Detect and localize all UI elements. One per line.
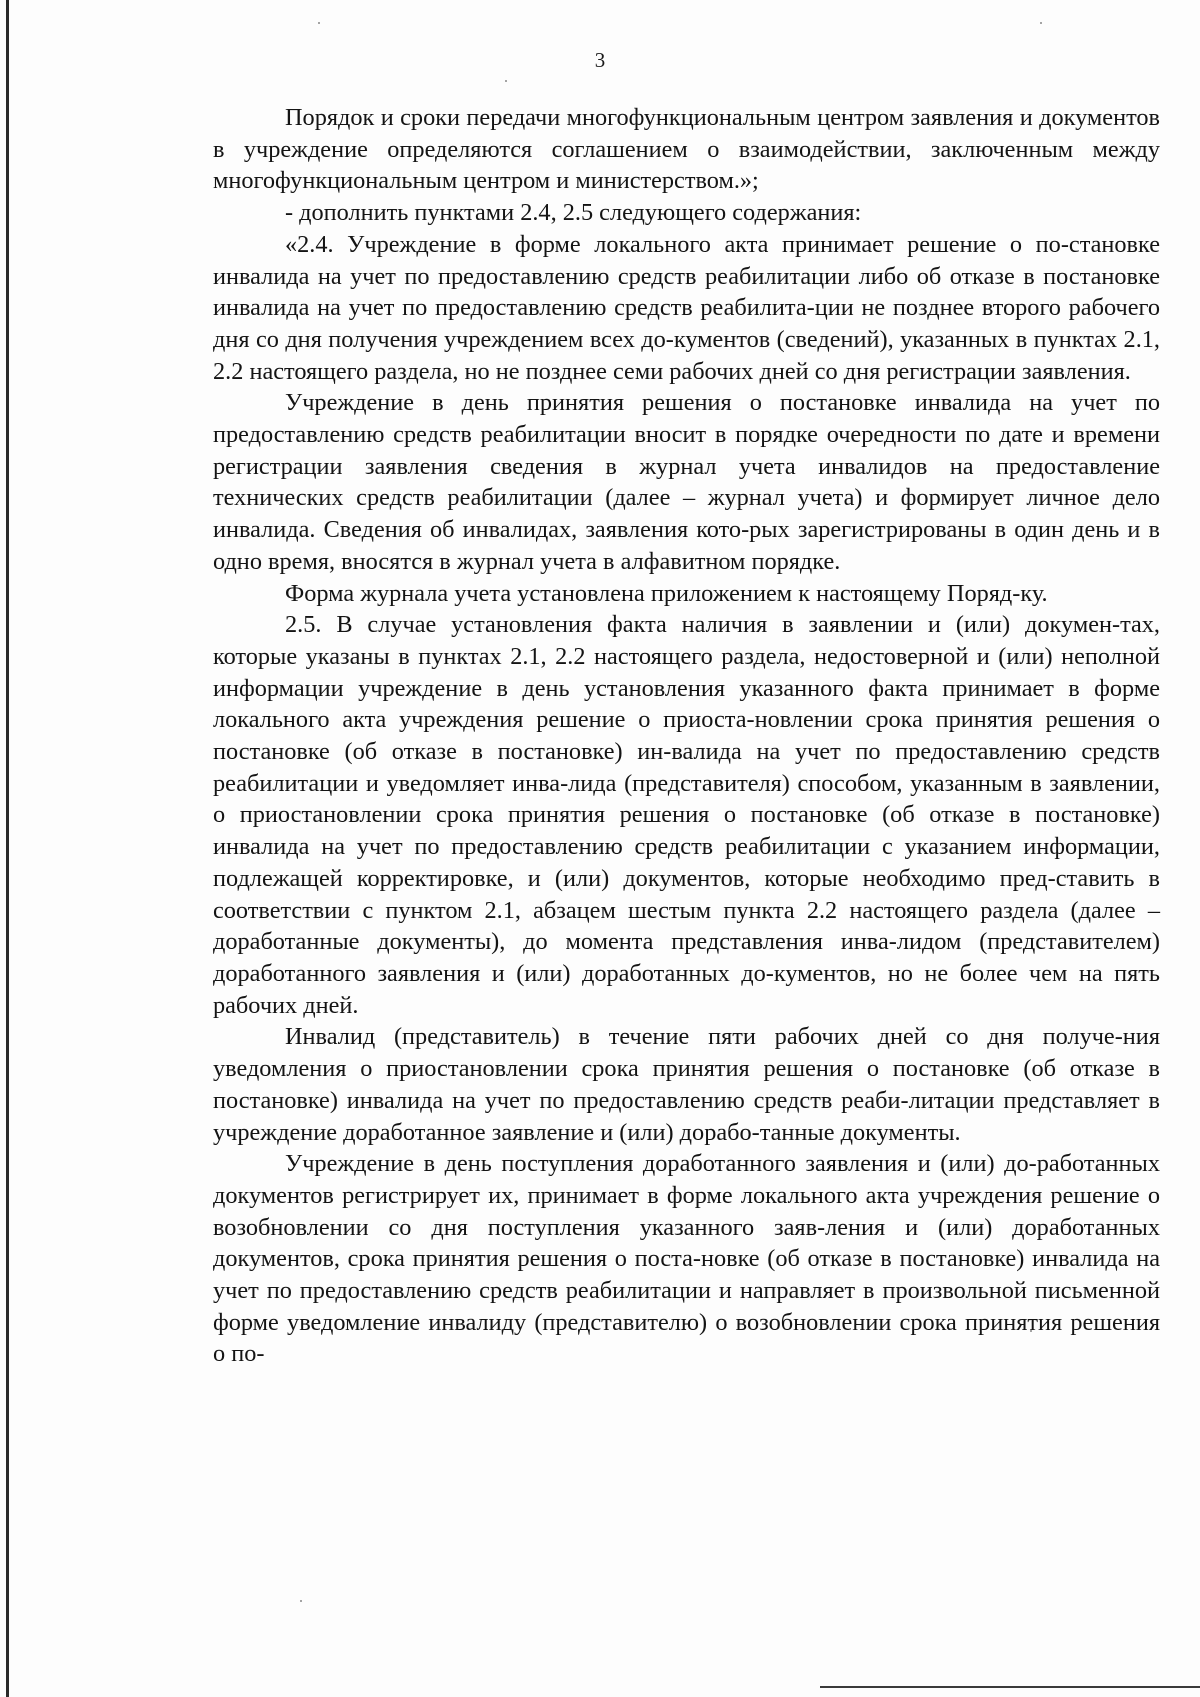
scan-speck	[300, 1600, 302, 1602]
scan-speck	[1040, 22, 1042, 24]
paragraph-add-points: - дополнить пунктами 2.4, 2.5 следующего содержания:	[285, 199, 862, 227]
scan-left-edge	[6, 0, 9, 1697]
paragraph-mfc-transfer: Порядок и сроки передачи многофункциональным центром заявления и документов в учреждение определяются соглашением о взаимодействии, заключенным между многофункциональным центром и министерством.»;	[213, 104, 1160, 195]
scan-bottom-edge	[820, 1686, 1200, 1688]
paragraph-journal-form: Форма журнала учета установлена приложением к настоящему Поряд-ку.	[285, 579, 1048, 607]
paragraph-registration: Учреждение в день принятия решения о постановке инвалида на учет по предоставлению средств реабилитации вносит в порядке очередности по дате и времени регистрации заявления сведения в журнал учета инвалидов на предоставление технических средств реабилитации (далее – журнал учета) и формирует личное дело инвалида. Сведения об инвалидах, заявления кото-рых зарегистрированы в один день и в одно время, вносятся в журнал учета в алфавитном порядке.	[213, 389, 1160, 575]
paragraph-2-4: «2.4. Учреждение в форме локального акта принимает решение о по-становке инвалида на учет по предоставлению средств реабилитации либо об отказе в постановке инвалида на учет по предоставлению средств реабилита-ции не позднее второго рабочего дня со дня получения учреждением всех до-кументов (сведений), указанных в пунктах 2.1, 2.2 настоящего раздела, но не позднее семи рабочих дней со дня регистрации заявления.	[213, 230, 1160, 385]
scan-speck	[505, 80, 507, 82]
paragraph-resumption: Учреждение в день поступления доработанного заявления и (или) до-работанных документов регистрирует их, принимает в форме локального акта учреждения решение о возобновлении со дня поступления указанного заяв-ления и (или) доработанных документов, срока принятия решения о поста-новке (об отказе в постановке) инвалида на учет по предоставлению средств реабилитации и направляет в произвольной письменной форме уведомление инвалиду (представителю) о возобновлении срока принятия решения о по-	[213, 1150, 1160, 1368]
scan-speck	[318, 22, 320, 24]
paragraph-2-5: 2.5. В случае установления факта наличия в заявлении и (или) докумен-тах, которые указаны в пунктах 2.1, 2.2 настоящего раздела, недостоверной и (или) неполной информации учреждение в день установления указанного факта принимает в форме локального акта учреждения решение о приоста-новлении срока принятия решения о постановке (об отказе в постановке) ин-валида на учет по предоставлению средств реабилитации и уведомляет инва-лида (представителя) способом, указанным в заявлении, о приостановлении срока принятия решения о постановке (об отказе в постановке) инвалида на учет по предоставлению средств реабилитации с указанием информации, подлежащей корректировке, и (или) документов, которые необходимо пред-ставить в соответствии с пунктом 2.1, абзацем шестым пункта 2.2 настоящего раздела (далее – доработанные документы), до момента представления инва-лидом (представителем) доработанного заявления и (или) доработанных до-кументов, но не более чем на пять рабочих дней.	[213, 611, 1160, 1019]
document-body	[213, 102, 1160, 1370]
paragraph-disabled-person-term: Инвалид (представитель) в течение пяти рабочих дней со дня получе-ния уведомления о приостановлении срока принятия решения о постановке (об отказе в постановке) инвалида на учет по предоставлению средств реаби-литации представляет в учреждение доработанное заявление и (или) дорабо-танные документы.	[213, 1023, 1160, 1146]
page-number: 3	[594, 48, 606, 72]
